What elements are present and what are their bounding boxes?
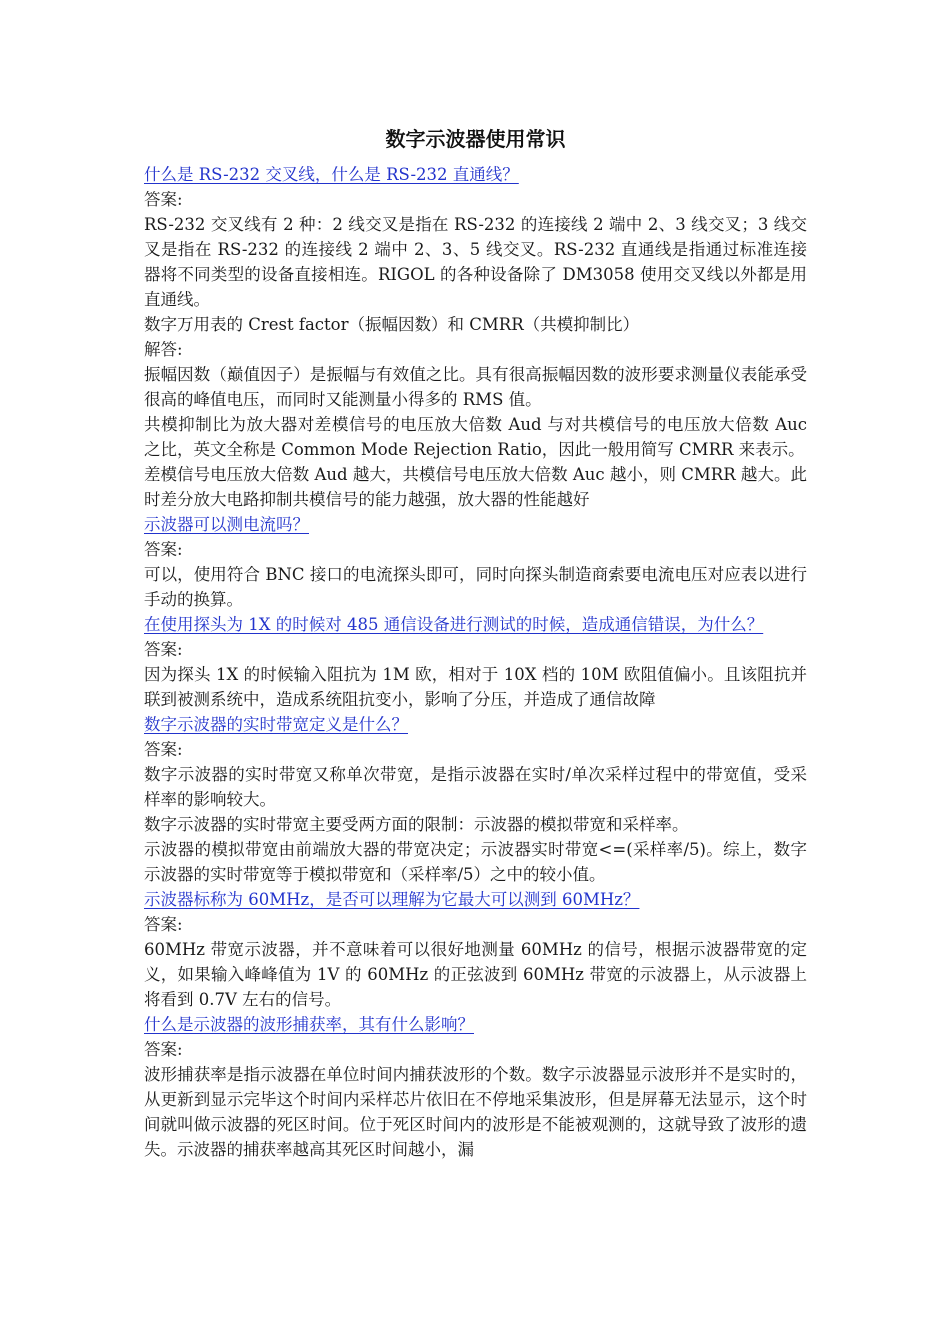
question-link[interactable]: 什么是示波器的波形捕获率，其有什么影响？ bbox=[144, 1015, 474, 1034]
qa-block bbox=[144, 712, 807, 887]
document-page bbox=[144, 122, 807, 1162]
question-link[interactable]: 数字示波器的实时带宽定义是什么？ bbox=[144, 715, 408, 734]
answer-paragraph: 示波器的模拟带宽由前端放大器的带宽决定；示波器实时带宽<=(采样率/5)。综上，数字示波器的实时带宽等于模拟带宽和（采样率/5）之中的较小值。 bbox=[144, 840, 807, 884]
answer-paragraph: 数字示波器的实时带宽主要受两方面的限制：示波器的模拟带宽和采样率。 bbox=[144, 815, 689, 834]
answer-paragraph: 数字示波器的实时带宽又称单次带宽，是指示波器在实时/单次采样过程中的带宽值，受采样率的影响较大。 bbox=[144, 765, 807, 809]
question-link[interactable]: 在使用探头为 1X 的时候对 485 通信设备进行测试的时候，造成通信错误，为什么？ bbox=[144, 615, 764, 634]
answer-paragraph: 共模抑制比为放大器对差模信号的电压放大倍数 Aud 与对共模信号的电压放大倍数 Auc 之比，英文全称是 Common Mode Rejection Ratio，因此一般用简写 CMRR 来表示。 bbox=[144, 415, 807, 459]
section-heading: 数字万用表的 Crest factor（振幅因数）和 CMRR（共模抑制比） bbox=[144, 315, 640, 334]
answer-paragraph: 60MHz 带宽示波器，并不意味着可以很好地测量 60MHz 的信号，根据示波器带宽的定义，如果输入峰峰值为 1V 的 60MHz 的正弦波到 60MHz 带宽的示波器上，从示波器上将看到 0.7V 左右的信号。 bbox=[144, 940, 807, 1009]
answer-paragraph: 因为探头 1X 的时候输入阻抗为 1M 欧，相对于 10X 档的 10M 欧阻值偏小。且该阻抗并联到被测系统中，造成系统阻抗变小，影响了分压，并造成了通信故障 bbox=[144, 665, 807, 709]
answer-label: 解答: bbox=[144, 340, 183, 359]
answer-paragraph: 差模信号电压放大倍数 Aud 越大，共模信号电压放大倍数 Auc 越小，则 CMRR 越大。此时差分放大电路抑制共模信号的能力越强，放大器的性能越好 bbox=[144, 465, 807, 509]
document-title: 数字示波器使用常识 bbox=[385, 127, 566, 151]
question-link[interactable]: 示波器可以测电流吗？ bbox=[144, 515, 309, 534]
answer-label: 答案: bbox=[144, 640, 183, 659]
qa-block bbox=[144, 512, 807, 612]
question-link[interactable]: 什么是 RS-232 交叉线，什么是 RS-232 直通线？ bbox=[144, 165, 519, 184]
answer-paragraph: 可以，使用符合 BNC 接口的电流探头即可，同时向探头制造商索要电流电压对应表以进行手动的换算。 bbox=[144, 565, 807, 609]
answer-label: 答案: bbox=[144, 915, 183, 934]
answer-label: 答案: bbox=[144, 1040, 183, 1059]
qa-block bbox=[144, 1012, 807, 1162]
answer-label: 答案: bbox=[144, 740, 183, 759]
qa-block bbox=[144, 887, 807, 1012]
qa-block bbox=[144, 312, 807, 512]
answer-label: 答案: bbox=[144, 190, 183, 209]
answer-paragraph: RS-232 交叉线有 2 种：2 线交叉是指在 RS-232 的连接线 2 端中 2、3 线交叉；3 线交叉是指在 RS-232 的连接线 2 端中 2、3、5 线交叉。RS-232 直通线是指通过标准连接器将不同类型的设备直接相连。RIGOL 的各种设备除了 DM3058 使用交叉线以外都是用直通线。 bbox=[144, 215, 807, 309]
answer-label: 答案: bbox=[144, 540, 183, 559]
question-link[interactable]: 示波器标称为 60MHz，是否可以理解为它最大可以测到 60MHz？ bbox=[144, 890, 640, 909]
qa-block bbox=[144, 162, 807, 312]
answer-paragraph: 振幅因数（巅值因子）是振幅与有效值之比。具有很高振幅因数的波形要求测量仪表能承受很高的峰值电压，而同时又能测量小得多的 RMS 值。 bbox=[144, 365, 807, 409]
qa-block bbox=[144, 612, 807, 712]
answer-paragraph: 波形捕获率是指示波器在单位时间内捕获波形的个数。数字示波器显示波形并不是实时的，从更新到显示完毕这个时间内采样芯片依旧在不停地采集波形，但是屏幕无法显示，这个时间就叫做示波器的死区时间。位于死区时间内的波形是不能被观测的，这就导致了波形的遗失。示波器的捕获率越高其死区时间越小，漏 bbox=[144, 1065, 807, 1159]
